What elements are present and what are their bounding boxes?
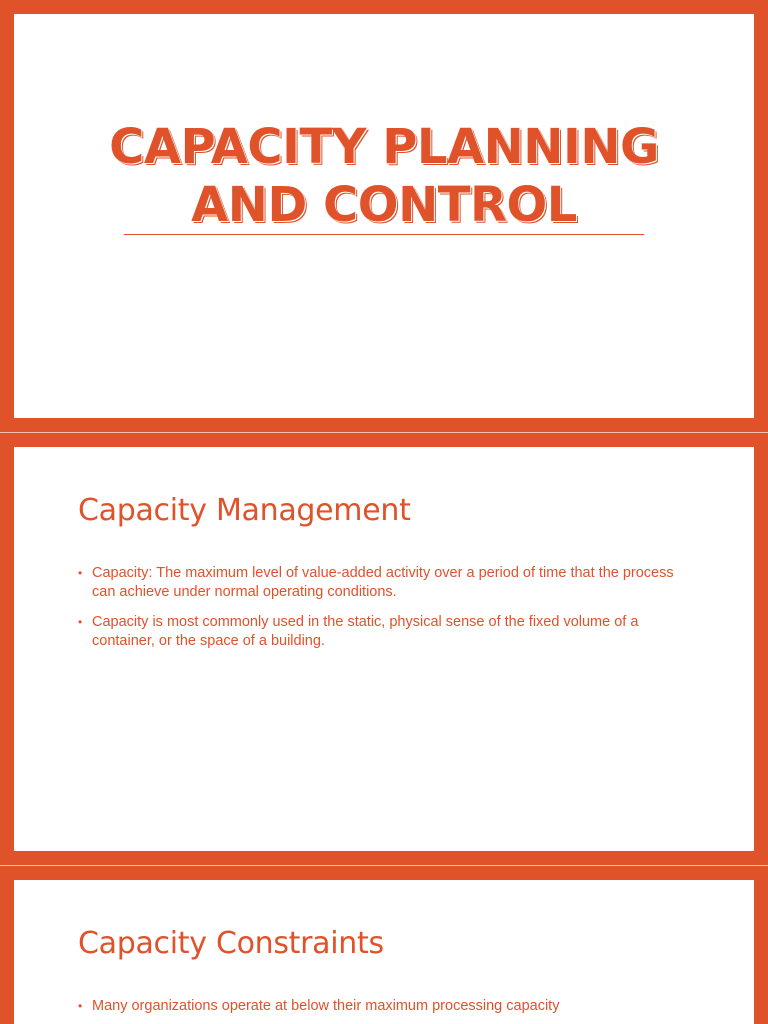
slide-content [14,447,754,851]
bullet-item: • Capacity: The maximum level of value-added activity over a period of time that the process can achieve under normal operating conditions. [78,564,688,602]
slide-heading: Capacity Constraints [78,926,384,961]
title-slide-content [14,14,754,418]
bullet-list [78,564,688,662]
presentation-title: CAPACITY PLANNING AND CONTROL [109,119,659,233]
bullet-item: • Capacity is most commonly used in the static, physical sense of the fixed volume of a container, or the space of a building. [78,613,688,651]
slide-capacity-management [0,433,768,865]
bullet-list [78,997,688,1024]
slide-capacity-constraints [0,866,768,1024]
title-slide [0,0,768,432]
slide-heading: Capacity Management [78,493,411,528]
bullet-item: • Many organizations operate at below their maximum processing capacity [78,997,688,1016]
title-underline [124,234,644,235]
slide-content [14,880,754,1024]
